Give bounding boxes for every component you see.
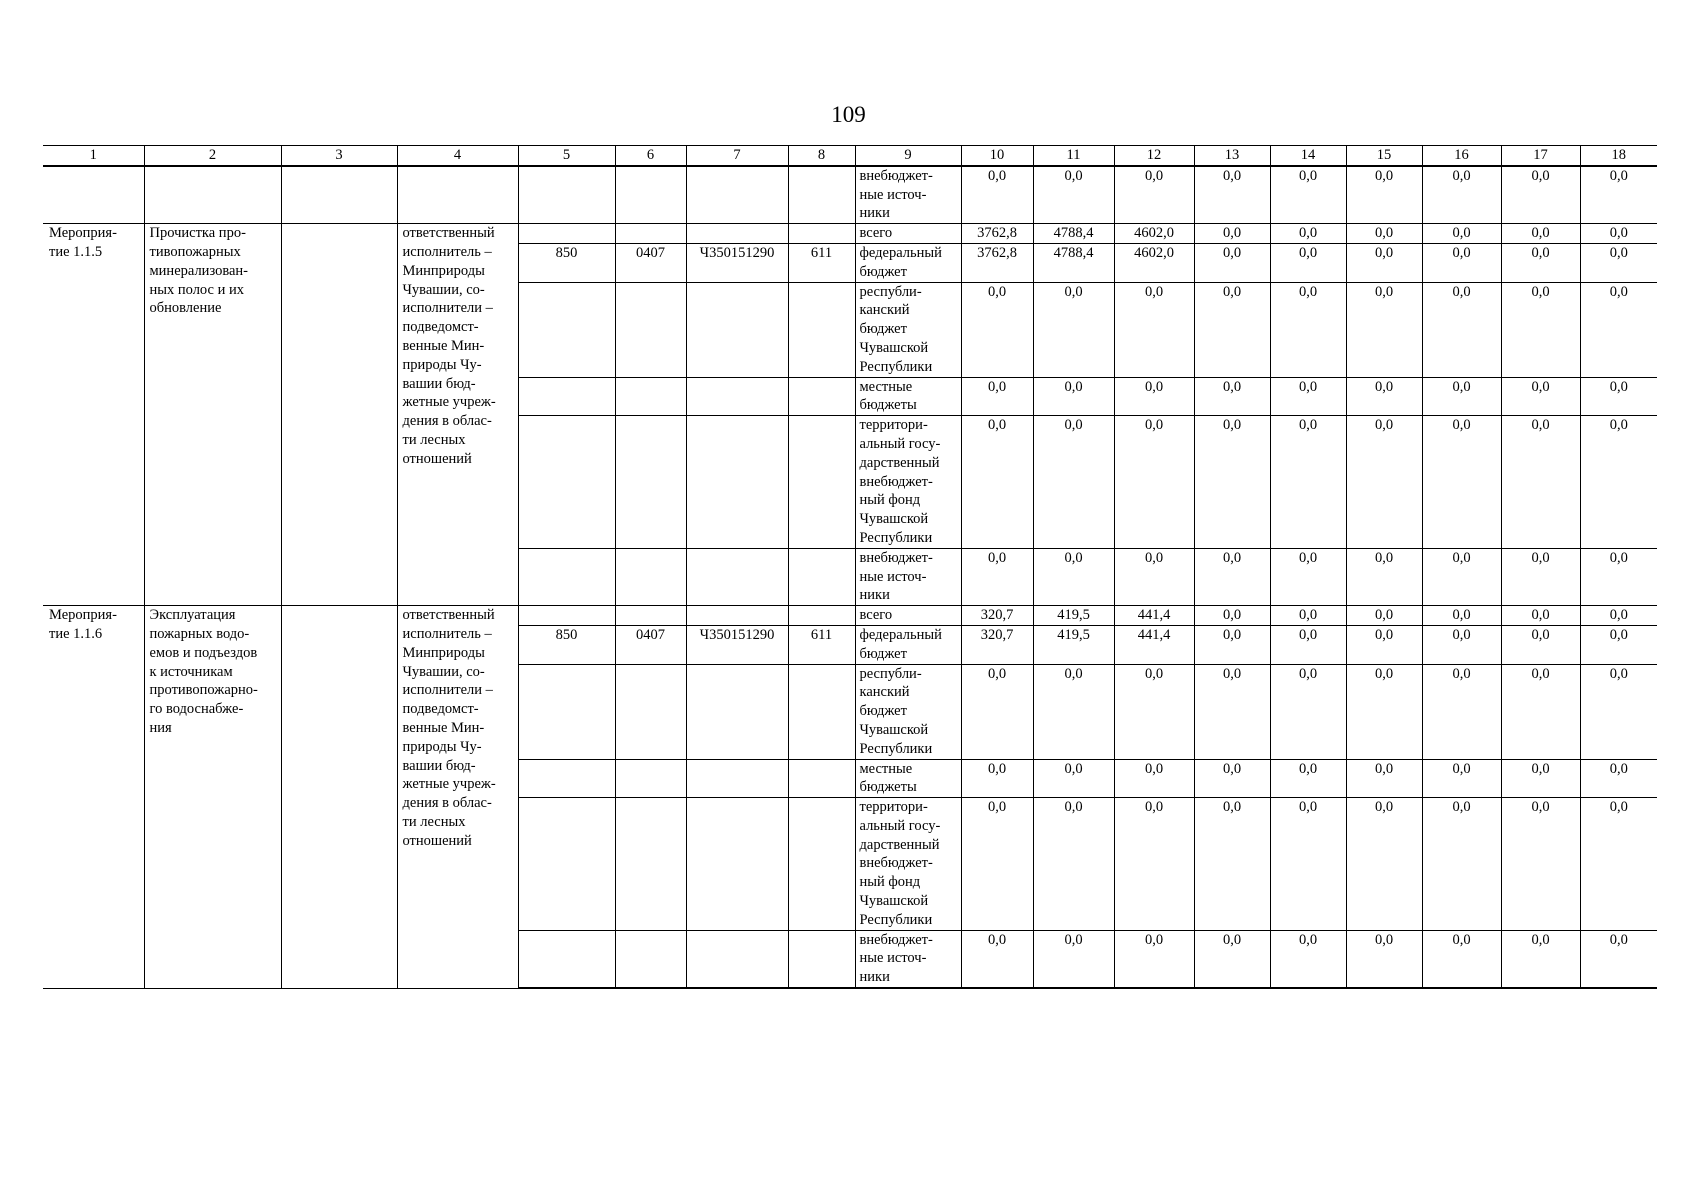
value-cell: 0,0 <box>1422 664 1501 759</box>
value-cell: 419,5 <box>1033 606 1114 626</box>
grbs-cell <box>518 548 615 605</box>
value-cell: 0,0 <box>1580 798 1657 931</box>
value-cell: 0,0 <box>1501 224 1580 244</box>
value-cell: 0,0 <box>961 548 1033 605</box>
col3-cell <box>281 166 397 224</box>
column-number-1: 1 <box>43 146 144 166</box>
grbs-cell: 850 <box>518 243 615 282</box>
value-cell: 0,0 <box>961 377 1033 416</box>
vr-cell <box>788 416 855 549</box>
value-cell: 0,0 <box>1422 377 1501 416</box>
value-cell: 0,0 <box>1580 664 1657 759</box>
table-body <box>43 166 1657 988</box>
vr-cell <box>788 548 855 605</box>
value-cell: 0,0 <box>1033 664 1114 759</box>
value-cell: 320,7 <box>961 625 1033 664</box>
csr-cell <box>686 282 788 377</box>
grbs-cell <box>518 416 615 549</box>
value-cell: 0,0 <box>1346 930 1422 988</box>
value-cell: 0,0 <box>1501 416 1580 549</box>
column-number-2: 2 <box>144 146 281 166</box>
value-cell: 320,7 <box>961 606 1033 626</box>
value-cell: 441,4 <box>1114 606 1194 626</box>
responsible-cell <box>397 166 518 224</box>
column-number-13: 13 <box>1194 146 1270 166</box>
csr-cell <box>686 166 788 224</box>
value-cell: 0,0 <box>961 930 1033 988</box>
value-cell: 3762,8 <box>961 224 1033 244</box>
grbs-cell <box>518 224 615 244</box>
vr-cell <box>788 224 855 244</box>
funding-source-cell: территори- альный госу- дарственный внебюджет- ный фонд Чувашской Республики <box>855 798 961 931</box>
rzpr-cell <box>615 416 686 549</box>
value-cell: 0,0 <box>1270 930 1346 988</box>
vr-cell <box>788 930 855 988</box>
value-cell: 0,0 <box>961 759 1033 798</box>
value-cell: 0,0 <box>1422 759 1501 798</box>
column-number-17: 17 <box>1501 146 1580 166</box>
value-cell: 0,0 <box>1194 625 1270 664</box>
column-number-18: 18 <box>1580 146 1657 166</box>
value-cell: 0,0 <box>1270 759 1346 798</box>
vr-cell <box>788 377 855 416</box>
vr-cell <box>788 282 855 377</box>
value-cell: 0,0 <box>1501 759 1580 798</box>
value-cell: 0,0 <box>1270 377 1346 416</box>
value-cell: 0,0 <box>1270 282 1346 377</box>
value-cell: 0,0 <box>1346 759 1422 798</box>
responsible-cell: ответственный исполнитель – Минприроды Чувашии, со- исполнители – подведомст- венные Мин- природы Чу- вашии бюд- жетные учреж- дения в облас- ти лесных отношений <box>397 606 518 988</box>
value-cell: 0,0 <box>1194 377 1270 416</box>
column-number-3: 3 <box>281 146 397 166</box>
column-number-14: 14 <box>1270 146 1346 166</box>
value-cell: 0,0 <box>1270 664 1346 759</box>
column-number-5: 5 <box>518 146 615 166</box>
value-cell: 0,0 <box>1422 224 1501 244</box>
grbs-cell <box>518 606 615 626</box>
csr-cell <box>686 759 788 798</box>
value-cell: 0,0 <box>1580 416 1657 549</box>
event-label-cell: Мероприя- тие 1.1.5 <box>43 224 144 606</box>
grbs-cell <box>518 282 615 377</box>
funding-source-cell: республи- канский бюджет Чувашской Республики <box>855 282 961 377</box>
value-cell: 0,0 <box>1194 759 1270 798</box>
rzpr-cell <box>615 664 686 759</box>
event-label-cell <box>43 166 144 224</box>
grbs-cell <box>518 664 615 759</box>
column-number-8: 8 <box>788 146 855 166</box>
table-row <box>43 166 1657 224</box>
grbs-cell <box>518 798 615 931</box>
value-cell: 0,0 <box>1194 664 1270 759</box>
funding-source-cell: местные бюджеты <box>855 377 961 416</box>
value-cell: 0,0 <box>1033 416 1114 549</box>
funding-source-cell: территори- альный госу- дарственный внебюджет- ный фонд Чувашской Республики <box>855 416 961 549</box>
value-cell: 0,0 <box>1501 664 1580 759</box>
value-cell: 0,0 <box>1346 664 1422 759</box>
value-cell: 441,4 <box>1114 625 1194 664</box>
funding-source-cell: внебюджет- ные источ- ники <box>855 930 961 988</box>
value-cell: 0,0 <box>1194 606 1270 626</box>
value-cell: 0,0 <box>1270 625 1346 664</box>
value-cell: 0,0 <box>1501 548 1580 605</box>
csr-cell <box>686 224 788 244</box>
value-cell: 0,0 <box>1501 625 1580 664</box>
value-cell: 4602,0 <box>1114 243 1194 282</box>
column-number-12: 12 <box>1114 146 1194 166</box>
value-cell: 0,0 <box>1346 606 1422 626</box>
value-cell: 0,0 <box>1580 282 1657 377</box>
value-cell: 4788,4 <box>1033 243 1114 282</box>
vr-cell <box>788 798 855 931</box>
value-cell: 0,0 <box>1114 759 1194 798</box>
rzpr-cell <box>615 282 686 377</box>
csr-cell <box>686 548 788 605</box>
column-number-7: 7 <box>686 146 788 166</box>
value-cell: 0,0 <box>961 798 1033 931</box>
value-cell: 0,0 <box>1114 282 1194 377</box>
vr-cell: 611 <box>788 243 855 282</box>
value-cell: 0,0 <box>1501 798 1580 931</box>
rzpr-cell <box>615 930 686 988</box>
csr-cell <box>686 416 788 549</box>
value-cell: 0,0 <box>1033 282 1114 377</box>
column-number-4: 4 <box>397 146 518 166</box>
value-cell: 0,0 <box>1580 625 1657 664</box>
value-cell: 0,0 <box>1580 166 1657 224</box>
value-cell: 0,0 <box>961 282 1033 377</box>
value-cell: 0,0 <box>1346 625 1422 664</box>
value-cell: 0,0 <box>1033 548 1114 605</box>
value-cell: 0,0 <box>1346 166 1422 224</box>
col3-cell <box>281 606 397 988</box>
value-cell: 0,0 <box>1270 166 1346 224</box>
value-cell: 0,0 <box>1033 377 1114 416</box>
value-cell: 0,0 <box>1114 798 1194 931</box>
table-row <box>43 224 1657 244</box>
vr-cell: 611 <box>788 625 855 664</box>
value-cell: 0,0 <box>1033 759 1114 798</box>
value-cell: 0,0 <box>1346 798 1422 931</box>
value-cell: 0,0 <box>1422 416 1501 549</box>
value-cell: 0,0 <box>1580 606 1657 626</box>
column-number-15: 15 <box>1346 146 1422 166</box>
value-cell: 0,0 <box>1194 224 1270 244</box>
value-cell: 0,0 <box>1346 224 1422 244</box>
value-cell: 0,0 <box>1270 548 1346 605</box>
value-cell: 4788,4 <box>1033 224 1114 244</box>
vr-cell <box>788 606 855 626</box>
vr-cell <box>788 664 855 759</box>
value-cell: 0,0 <box>1422 625 1501 664</box>
column-number-9: 9 <box>855 146 961 166</box>
value-cell: 0,0 <box>1501 243 1580 282</box>
grbs-cell: 850 <box>518 625 615 664</box>
value-cell: 0,0 <box>1114 377 1194 416</box>
rzpr-cell: 0407 <box>615 625 686 664</box>
value-cell: 0,0 <box>1422 166 1501 224</box>
grbs-cell <box>518 930 615 988</box>
rzpr-cell <box>615 224 686 244</box>
value-cell: 0,0 <box>1346 282 1422 377</box>
funding-source-cell: местные бюджеты <box>855 759 961 798</box>
rzpr-cell <box>615 759 686 798</box>
value-cell: 0,0 <box>961 664 1033 759</box>
rzpr-cell <box>615 166 686 224</box>
column-number-6: 6 <box>615 146 686 166</box>
value-cell: 0,0 <box>1580 377 1657 416</box>
value-cell: 0,0 <box>1194 548 1270 605</box>
col3-cell <box>281 224 397 606</box>
value-cell: 0,0 <box>1114 166 1194 224</box>
value-cell: 0,0 <box>1580 224 1657 244</box>
event-name-cell <box>144 166 281 224</box>
value-cell: 3762,8 <box>961 243 1033 282</box>
value-cell: 0,0 <box>1580 930 1657 988</box>
value-cell: 0,0 <box>1114 664 1194 759</box>
column-number-10: 10 <box>961 146 1033 166</box>
rzpr-cell: 0407 <box>615 243 686 282</box>
csr-cell <box>686 798 788 931</box>
value-cell: 0,0 <box>1194 798 1270 931</box>
value-cell: 0,0 <box>1422 282 1501 377</box>
value-cell: 0,0 <box>1270 416 1346 549</box>
column-numbers-row <box>43 146 1657 166</box>
funding-source-cell: федеральный бюджет <box>855 243 961 282</box>
value-cell: 0,0 <box>1270 224 1346 244</box>
value-cell: 0,0 <box>1033 930 1114 988</box>
value-cell: 0,0 <box>1422 798 1501 931</box>
value-cell: 0,0 <box>1270 243 1346 282</box>
funding-source-cell: республи- канский бюджет Чувашской Республики <box>855 664 961 759</box>
grbs-cell <box>518 166 615 224</box>
rzpr-cell <box>615 798 686 931</box>
budget-table <box>43 145 1657 989</box>
funding-source-cell: всего <box>855 224 961 244</box>
value-cell: 0,0 <box>1194 930 1270 988</box>
event-name-cell: Эксплуатация пожарных водо- емов и подъездов к источникам противопожарно- го водоснабже- ния <box>144 606 281 988</box>
vr-cell <box>788 759 855 798</box>
value-cell: 0,0 <box>1033 166 1114 224</box>
grbs-cell <box>518 377 615 416</box>
value-cell: 0,0 <box>1501 377 1580 416</box>
csr-cell: Ч350151290 <box>686 243 788 282</box>
rzpr-cell <box>615 548 686 605</box>
funding-source-cell: внебюджет- ные источ- ники <box>855 166 961 224</box>
value-cell: 0,0 <box>1270 798 1346 931</box>
value-cell: 0,0 <box>1501 282 1580 377</box>
table-row <box>43 606 1657 626</box>
value-cell: 0,0 <box>1422 548 1501 605</box>
grbs-cell <box>518 759 615 798</box>
value-cell: 0,0 <box>1194 243 1270 282</box>
value-cell: 0,0 <box>1346 416 1422 549</box>
rzpr-cell <box>615 606 686 626</box>
column-number-16: 16 <box>1422 146 1501 166</box>
csr-cell: Ч350151290 <box>686 625 788 664</box>
column-number-11: 11 <box>1033 146 1114 166</box>
value-cell: 419,5 <box>1033 625 1114 664</box>
value-cell: 0,0 <box>1422 243 1501 282</box>
value-cell: 0,0 <box>961 416 1033 549</box>
value-cell: 0,0 <box>1580 243 1657 282</box>
funding-source-cell: всего <box>855 606 961 626</box>
funding-source-cell: федеральный бюджет <box>855 625 961 664</box>
event-label-cell: Мероприя- тие 1.1.6 <box>43 606 144 988</box>
responsible-cell: ответственный исполнитель – Минприроды Чувашии, со- исполнители – подведомст- венные Мин- природы Чу- вашии бюд- жетные учреж- дения в облас- ти лесных отношений <box>397 224 518 606</box>
value-cell: 0,0 <box>1422 606 1501 626</box>
page-number: 109 <box>831 102 866 127</box>
value-cell: 0,0 <box>1346 243 1422 282</box>
value-cell: 0,0 <box>1346 377 1422 416</box>
value-cell: 0,0 <box>1194 282 1270 377</box>
value-cell: 0,0 <box>1501 930 1580 988</box>
value-cell: 0,0 <box>1422 930 1501 988</box>
value-cell: 0,0 <box>1194 416 1270 549</box>
value-cell: 0,0 <box>1270 606 1346 626</box>
value-cell: 0,0 <box>1580 548 1657 605</box>
vr-cell <box>788 166 855 224</box>
csr-cell <box>686 377 788 416</box>
value-cell: 0,0 <box>1194 166 1270 224</box>
value-cell: 0,0 <box>1114 930 1194 988</box>
rzpr-cell <box>615 377 686 416</box>
value-cell: 0,0 <box>1114 416 1194 549</box>
value-cell: 0,0 <box>1501 166 1580 224</box>
value-cell: 0,0 <box>1033 798 1114 931</box>
event-name-cell: Прочистка про- тивопожарных минерализован- ных полос и их обновление <box>144 224 281 606</box>
value-cell: 4602,0 <box>1114 224 1194 244</box>
value-cell: 0,0 <box>1501 606 1580 626</box>
funding-source-cell: внебюджет- ные источ- ники <box>855 548 961 605</box>
csr-cell <box>686 930 788 988</box>
value-cell: 0,0 <box>1580 759 1657 798</box>
value-cell: 0,0 <box>1114 548 1194 605</box>
value-cell: 0,0 <box>961 166 1033 224</box>
csr-cell <box>686 606 788 626</box>
value-cell: 0,0 <box>1346 548 1422 605</box>
csr-cell <box>686 664 788 759</box>
